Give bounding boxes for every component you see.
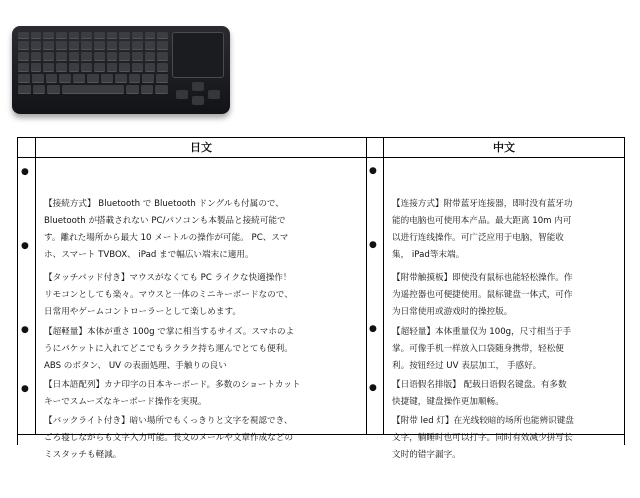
- bullet-marker: ●: [369, 383, 377, 393]
- table-header: [18, 138, 624, 158]
- bullet-marker: ●: [369, 240, 377, 250]
- comparison-table: [17, 137, 625, 460]
- cn-item-touchpad: 【附带触摸板】即使没有鼠标也能轻松操作。作 为遥控器也可便捷使用。鼠标键盘一体式，可作 为日常使用或游戏时的操控版。: [392, 273, 573, 317]
- bullet-marker: ●: [21, 325, 29, 335]
- cn-item-lightweight: 【超轻量】本体重量仅为 100g，尺寸相当于手 掌。可像手机一样放入口袋随身携带，轻松便 利。按钮经过 UV 表层加工， 手感好。: [392, 327, 572, 371]
- bullet-marker: ●: [369, 166, 377, 176]
- jp-item-layout: 【日本語配列】カナ印字の日本キーボード。多数のショートカット キーでスムーズなキーボード操作を実現。: [44, 380, 301, 407]
- cn-item-backlight: 【附带 led 灯】在光线较暗的场所也能辨识键盘 文字，躺睡时也可以打字。同时有效减少拼写长 文时的错字漏字。: [392, 416, 574, 460]
- product-photo: [0, 0, 640, 136]
- touchpad: [172, 32, 224, 78]
- bullet-marker: ●: [21, 241, 29, 251]
- mini-keyboard-image: [12, 26, 230, 114]
- jp-item-lightweight: 【超軽量】本体が重さ 100g で掌に相当するサイズ。スマホのよ うにパケットに入れてどこでもラクラク持ち運んでとても便利。 ABS のボタン、 UV の表面処理、手触りの良い: [44, 327, 295, 371]
- cn-item-connection: 【连接方式】附带蓝牙连接器，即时没有蓝牙功 能的电脑也可使用本产品。最大距离 10m 内可 以进行连线操作。可广泛应用于电脑，智能收 集， iPad等末端。: [392, 199, 573, 260]
- touchpad-buttons: [176, 82, 220, 106]
- jp-item-touchpad: 【タッチパッド付き】マウスがなくても PC ライクな快適操作！ リモコンとしても楽々。マウスと一体のミニキーボードなので、 日常用やゲームコントローラーとして楽しめます。: [44, 273, 293, 317]
- cn-item-layout: 【日语假名排版】 配载日语假名键盘。有多数 快捷键，键盘操作更加顺畅。: [392, 380, 567, 407]
- bullet-marker: ●: [21, 384, 29, 394]
- bullet-marker: ●: [21, 167, 29, 177]
- bullet-marker: ●: [369, 324, 377, 334]
- jp-item-connection: 【接続方式】 Bluetooth で Bluetooth ドングルも付属ので、 Bluetooth が搭載されない PC/パソコンも本製品と接続可能で す。離れた場所から最大 10 メートルの操作が可能。 PC、スマ ホ、スマート TVBOX、 iPad まで幅広い端末に適用。: [44, 199, 289, 260]
- header-chinese: 中文: [493, 141, 515, 154]
- keyboard-keys: [18, 32, 168, 106]
- header-japanese: 日文: [190, 141, 212, 154]
- jp-item-backlight: 【バックライト付き】暗い場所でもくっきりと文字を視認でき、 ごろ寝しながらも文字入力可能。長文のメールや文章作成などの ミスタッチも軽減。: [44, 416, 294, 460]
